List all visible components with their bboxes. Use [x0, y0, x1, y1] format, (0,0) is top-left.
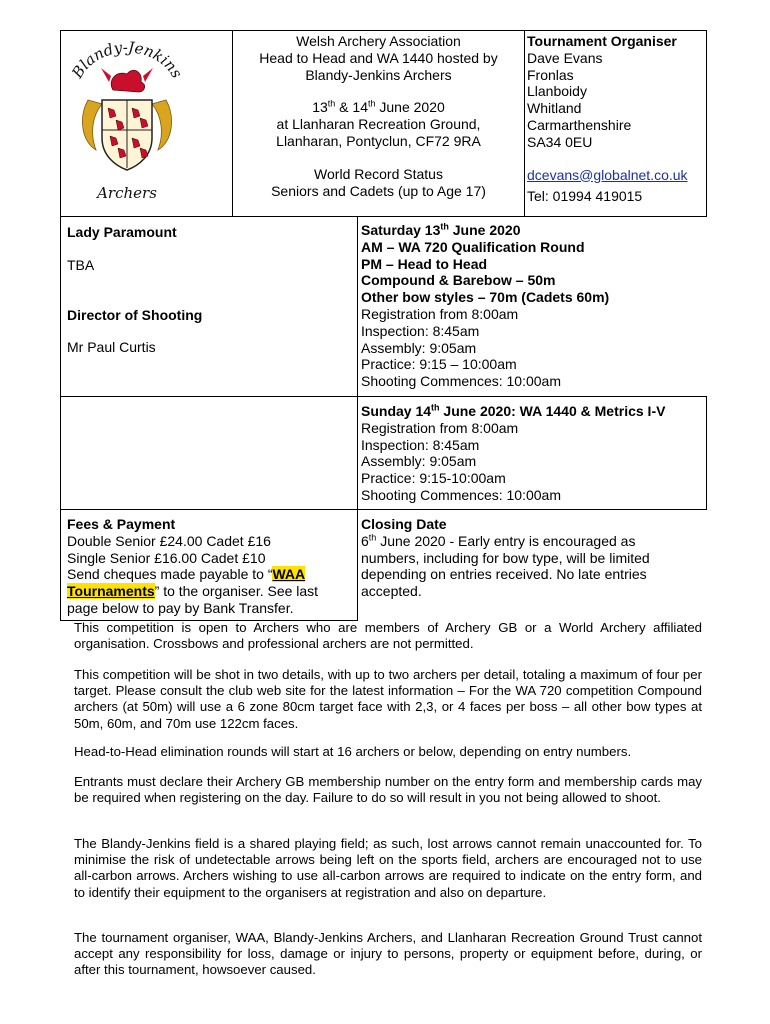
logo-bottom-text: Archers [97, 184, 157, 202]
saturday-compound-distance: Compound & Barebow – 50m [361, 272, 556, 289]
organiser-postcode: SA34 0EU [527, 133, 593, 150]
sunday-shooting-commences: Shooting Commences: 10:00am [361, 486, 561, 503]
organiser-address-line: Whitland [527, 100, 582, 117]
fees-block [67, 516, 357, 617]
middle-rule-left [60, 216, 61, 396]
saturday-bottom-rule [60, 396, 707, 397]
logo-top-text: Blandy-Jenkins [68, 38, 186, 82]
saturday-schedule [361, 222, 705, 390]
header-bottom-rule [60, 216, 707, 217]
officials-block [67, 224, 352, 356]
saturday-pm-round: PM – Head to Head [361, 255, 488, 272]
organiser-name: Dave Evans [527, 49, 603, 66]
saturday-other-distance: Other bow styles – 70m (Cadets 60m) [361, 289, 610, 306]
table-border-top [60, 30, 707, 31]
fees-right-border [357, 509, 358, 621]
fees-left-border [60, 509, 61, 621]
lady-paramount-value: TBA [67, 256, 95, 273]
organiser-block [527, 33, 707, 205]
saturday-heading: Saturday 13th June 2020 [361, 221, 521, 238]
paragraph-membership: Entrants must declare their Archery GB membership number on the entry form and membership cards may be required when registering on the day. Failure to do so will result in you not being allowed to shoot. [74, 774, 702, 806]
fees-cheque-line: Send cheques made payable to “WAA [67, 566, 306, 583]
closing-date-line: 6th June 2020 - Early entry is encouraged as [361, 532, 636, 549]
closing-date-block [361, 516, 705, 600]
director-of-shooting-label: Director of Shooting [67, 306, 203, 323]
saturday-inspection: Inspection: 8:45am [361, 322, 480, 339]
paragraph-liability: The tournament organiser, WAA, Blandy-Jenkins Archers, and Llanharan Recreation Ground Trust cannot accept any responsibility for loss, damage or injury to persons, property or equipment before, during, or after this tournament, howsoever caused. [74, 930, 702, 978]
saturday-assembly: Assembly: 9:05am [361, 339, 477, 356]
event-title-line-1: Welsh Archery Association [296, 33, 461, 49]
fees-bank-transfer: page below to pay by Bank Transfer. [67, 599, 294, 616]
event-dates: 13th & 14th June 2020 [312, 98, 445, 116]
paragraph-details: This competition will be shot in two details, with up to two archers per detail, totaling a maximum of four per target. Please consult the club web site for the latest information – For the WA 720 competition Compound archers (at 50m) will use a 6 zone 80cm target face with 2,3, or 4 faces per boss – all other bow types at 50m, 60m, and 70m use 122cm faces. [74, 667, 702, 731]
fees-double: Double Senior £24.00 Cadet £16 [67, 532, 271, 549]
venue-line-2: Llanharan, Pontyclun, CF72 9RA [276, 132, 481, 149]
closing-date-line: numbers, including for bow type, will be limited [361, 549, 650, 566]
payee-highlight: Tournaments [67, 583, 155, 600]
saturday-practice: Practice: 9:15 – 10:00am [361, 356, 517, 373]
event-title-line-3: Blandy-Jenkins Archers [305, 66, 452, 83]
closing-date-line: accepted. [361, 583, 422, 600]
fees-single: Single Senior £16.00 Cadet £10 [67, 549, 266, 566]
header-divider-2 [524, 30, 525, 217]
middle-divider [357, 216, 358, 396]
fees-cheque-line-2: Tournaments” to the organiser. See last [67, 583, 319, 600]
sunday-bottom-rule [60, 509, 707, 510]
venue-line-1: at Llanharan Recreation Ground, [276, 116, 481, 133]
club-logo [68, 38, 186, 210]
organiser-heading: Tournament Organiser [527, 33, 677, 49]
record-status: World Record Status [314, 165, 443, 182]
sunday-heading: Sunday 14th June 2020: WA 1440 & Metrics I-V [361, 402, 666, 419]
sunday-right-border [706, 396, 707, 510]
sunday-practice: Practice: 9:15-10:00am [361, 470, 506, 487]
club-crest-icon [68, 38, 186, 210]
sunday-left-border [60, 396, 61, 510]
payee-highlight: WAA [272, 566, 306, 583]
age-category: Seniors and Cadets (up to Age 17) [271, 182, 486, 199]
organiser-email-link[interactable]: dcevans@globalnet.co.uk [527, 166, 688, 183]
saturday-registration: Registration from 8:00am [361, 305, 519, 322]
director-of-shooting-value: Mr Paul Curtis [67, 339, 156, 356]
lady-paramount-label: Lady Paramount [67, 224, 177, 240]
paragraph-head-to-head: Head-to-Head elimination rounds will start at 16 archers or below, depending on entry numbers. [74, 744, 632, 759]
organiser-address-line: Llanboidy [527, 83, 587, 100]
saturday-am-round: AM – WA 720 Qualification Round [361, 238, 585, 255]
sunday-inspection: Inspection: 8:45am [361, 436, 480, 453]
paragraph-arrows: The Blandy-Jenkins field is a shared playing field; as such, lost arrows cannot remain unaccounted for. To minimise the risk of undetectable arrows being left on the sports field, archers are encouraged not to use all-carbon arrows. Archers wishing to use all-carbon arrows are required to indicate on the entry form, and to identify their equipment to the organisers at registration and also on departure. [74, 836, 702, 900]
paragraph-eligibility: This competition is open to Archers who are members of Archery GB or a World Archery affiliated organisation. Crossbows and professional archers are not permitted. [74, 620, 702, 652]
event-title-block [233, 33, 524, 199]
organiser-telephone: Tel: 01994 419015 [527, 188, 643, 205]
organiser-address-line: Carmarthenshire [527, 116, 632, 133]
fees-heading: Fees & Payment [67, 516, 176, 532]
table-border-left-top [60, 30, 61, 217]
closing-date-heading: Closing Date [361, 516, 447, 532]
event-title-line-2: Head to Head and WA 1440 hosted by [259, 49, 498, 66]
organiser-address-line: Fronlas [527, 66, 574, 83]
saturday-shooting-commences: Shooting Commences: 10:00am [361, 373, 561, 390]
closing-date-line: depending on entries received. No late entries [361, 566, 647, 583]
sunday-schedule [361, 403, 705, 504]
sunday-registration: Registration from 8:00am [361, 419, 519, 436]
sunday-divider [357, 396, 358, 510]
sunday-assembly: Assembly: 9:05am [361, 453, 477, 470]
